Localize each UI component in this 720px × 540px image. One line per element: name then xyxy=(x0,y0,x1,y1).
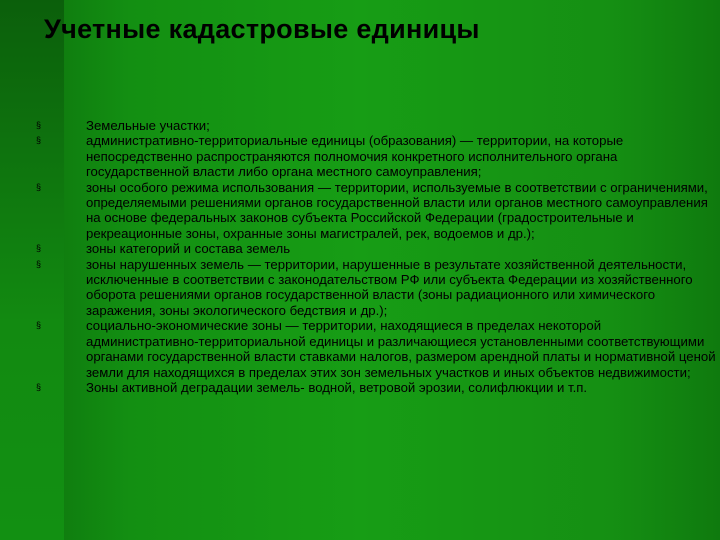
bullet-icon: § xyxy=(36,243,42,254)
list-item xyxy=(36,380,716,395)
bullet-icon: § xyxy=(36,135,42,146)
bullet-icon: § xyxy=(36,381,42,392)
list-item xyxy=(36,133,716,179)
list-item xyxy=(36,241,716,256)
list-item-text: Земельные участки; xyxy=(86,118,210,133)
bullet-icon: § xyxy=(36,181,42,192)
bullet-icon: § xyxy=(36,258,42,269)
list-item-text: зоны категорий и состава земель xyxy=(86,241,291,257)
list-item xyxy=(36,118,716,133)
list-item-text: зоны нарушенных земель — территории, нарушенные в результате хозяйственной деятельности, исключенные в соответствии с законодательством РФ или субъекта Федерации из хозяйственного оборота решениями органов государственной власти (зоны радиационного или химического заражения, зоны экологического бедствия и др.); xyxy=(86,256,693,318)
list-item-text: социально-экономические зоны — территории, находящиеся в пределах некоторой административно-территориальной единицы и различающиеся установленными соответствующими органами государственной власти ставками налогов, размером арендной платы и нормативной ценой земли для находящихся в пределах этих зон земельных участков и иных объектов недвижимости; xyxy=(86,318,716,380)
list-item-text: административно-территориальные единицы (образования) — территории, на которые непосредственно распространяются полномочия конкретного исполнительного органа государственной власти либо органа местного самоуправления; xyxy=(86,133,624,180)
list-item-text: зоны особого режима использования — территории, используемые в соответствии с ограничениями, определяемыми решениями органов государственной власти или органов местного самоуправления на основе федеральных законов субъекта Российской Федерации (градостроительные и рекреационные зоны, охранные зоны магистралей, рек, водоемов и др.); xyxy=(86,179,708,241)
bullet-icon: § xyxy=(36,120,42,130)
list-item-text: Зоны активной деградации земель- водной, ветровой эрозии, солифлюкции и т.п. xyxy=(86,379,588,395)
bullet-icon: § xyxy=(36,320,42,331)
list-item xyxy=(36,180,716,242)
slide-title: Учетные кадастровые единицы xyxy=(44,14,480,44)
bullet-list xyxy=(36,118,716,395)
list-item xyxy=(36,318,716,380)
list-item xyxy=(36,257,716,319)
